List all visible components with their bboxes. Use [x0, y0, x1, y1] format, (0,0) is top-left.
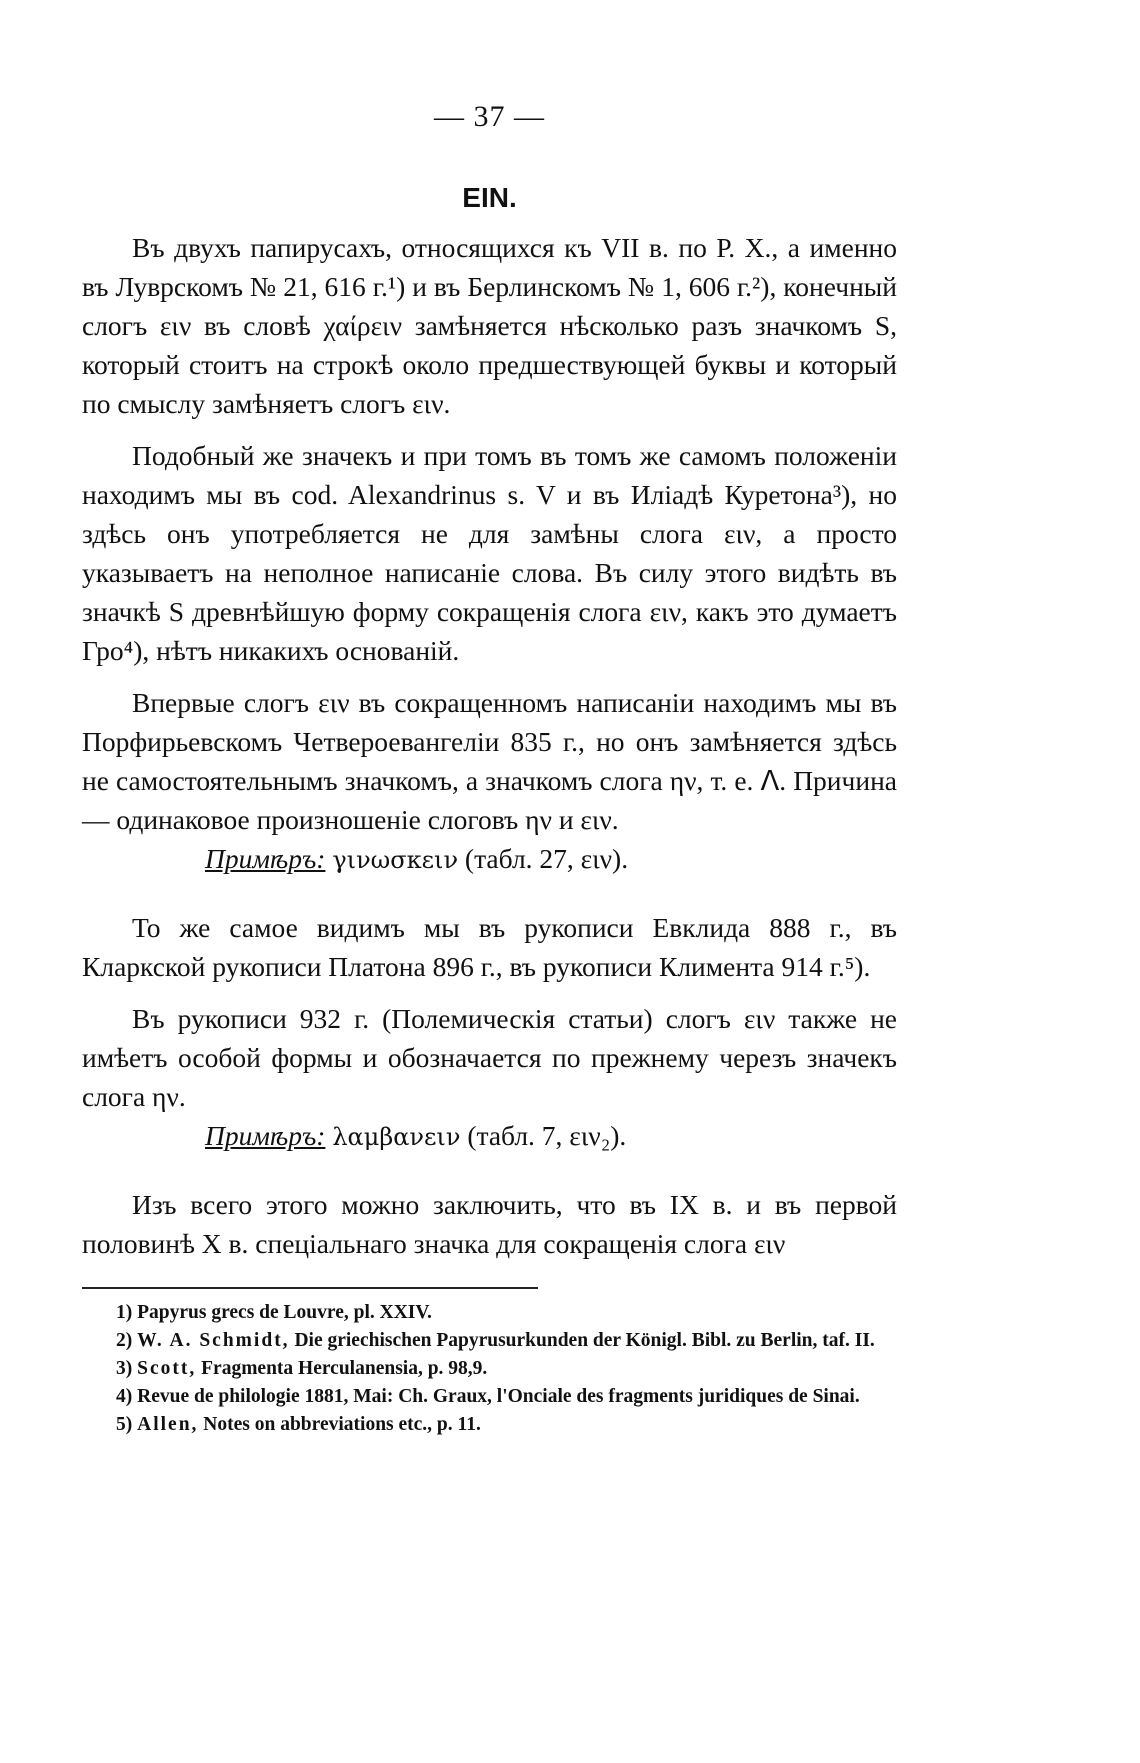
example-label: Примѣръ: — [205, 843, 326, 874]
example-1 — [82, 839, 897, 880]
paragraph-2: Подобный же значекъ и при томъ въ томъ же самомъ положеніи находимъ мы въ cod. Alexandrinus s. V и въ Иліадѣ Куретона³), но здѣсь онъ употребляется не для замѣны слога ειν, а просто указываетъ на неполное написаніе слова. Въ силу этого видѣть въ значкѣ S древнѣйшую форму сокращенія слога ειν, какъ это думаетъ Гро⁴), нѣтъ никакихъ основаній. — [82, 440, 897, 666]
footnote-author: Allen, — [137, 1414, 199, 1435]
footnote-text: Revue de philologie 1881, Mai: Ch. Graux, l'Onciale des fragments juridiques de Sinai. — [137, 1386, 860, 1407]
footnote-author: W. A. Schmidt, — [137, 1330, 290, 1351]
footnote-author: Scott, — [137, 1358, 197, 1379]
example-reference: (табл. 27, ειν). — [464, 843, 629, 874]
example-label: Примѣръ: — [205, 1120, 326, 1151]
footnote-2 — [82, 1327, 897, 1355]
footnote-text: Notes on abbreviations etc., p. 11. — [203, 1414, 481, 1435]
paragraph-6: Изъ всего этого можно заключить, что въ IX в. и въ первой половинѣ X в. спеціальнаго значка для сокращенія слога ειν — [82, 1189, 897, 1259]
example-greek-word: γινωσκειν — [332, 846, 459, 874]
footnote-number: 3) — [116, 1358, 133, 1379]
paragraph-5: Въ рукописи 932 г. (Полемическія статьи) слогъ ειν также не имѣетъ особой формы и обозначается по прежнему черезъ значекъ слога ην. — [82, 1003, 897, 1112]
page-number: — 37 — — [434, 100, 545, 133]
example-greek-word: λαμβανειν — [332, 1123, 461, 1151]
paragraph-1: Въ двухъ папирусахъ, относящихся къ VII в. по Р. Х., а именно въ Луврскомъ № 21, 616 г.¹) и въ Берлинскомъ № 1, 606 г.²), конечный слогъ ειν въ словѣ χαίρειν замѣняется нѣсколько разъ значкомъ S, который стоитъ на строкѣ около предшествующей буквы и который по смыслу замѣняетъ слогъ ειν. — [82, 232, 897, 419]
footnotes — [82, 1299, 897, 1439]
footnote-divider — [82, 1287, 538, 1289]
footnote-number: 5) — [116, 1414, 133, 1435]
footnote-1 — [82, 1299, 897, 1327]
footnote-text: Die griechischen Papyrusurkunden der Königl. Bibl. zu Berlin, taf. II. — [294, 1330, 875, 1351]
footnote-number: 4) — [116, 1386, 133, 1407]
paragraph-3: Впервые слогъ ειν въ сокращенномъ написаніи находимъ мы въ Порфирьевскомъ Четвероевангеліи 835 г., но онъ замѣняется здѣсь не самостоятельнымъ значкомъ, а значкомъ слога ην, т. е. ᐱ. Причина — одинаковое произношеніе слоговъ ην и ειν. — [82, 687, 897, 835]
footnote-number: 1) — [116, 1302, 133, 1323]
example-reference: (табл. 7, ειν₂). — [467, 1120, 627, 1151]
paragraph-4: То же самое видимъ мы въ рукописи Евклида 888 г., въ Кларкской рукописи Платона 896 г., въ рукописи Климента 914 г.⁵). — [82, 912, 897, 982]
footnote-5 — [82, 1411, 897, 1439]
section-heading: EIN. — [462, 182, 517, 213]
footnote-number: 2) — [116, 1330, 133, 1351]
footnote-text: Papyrus grecs de Louvre, pl. XXIV. — [137, 1302, 432, 1323]
footnote-text: Fragmenta Herculanensia, p. 98,9. — [201, 1358, 488, 1379]
footnote-3 — [82, 1355, 897, 1383]
page — [82, 100, 897, 1439]
example-2 — [82, 1116, 897, 1157]
footnote-4 — [82, 1383, 897, 1411]
